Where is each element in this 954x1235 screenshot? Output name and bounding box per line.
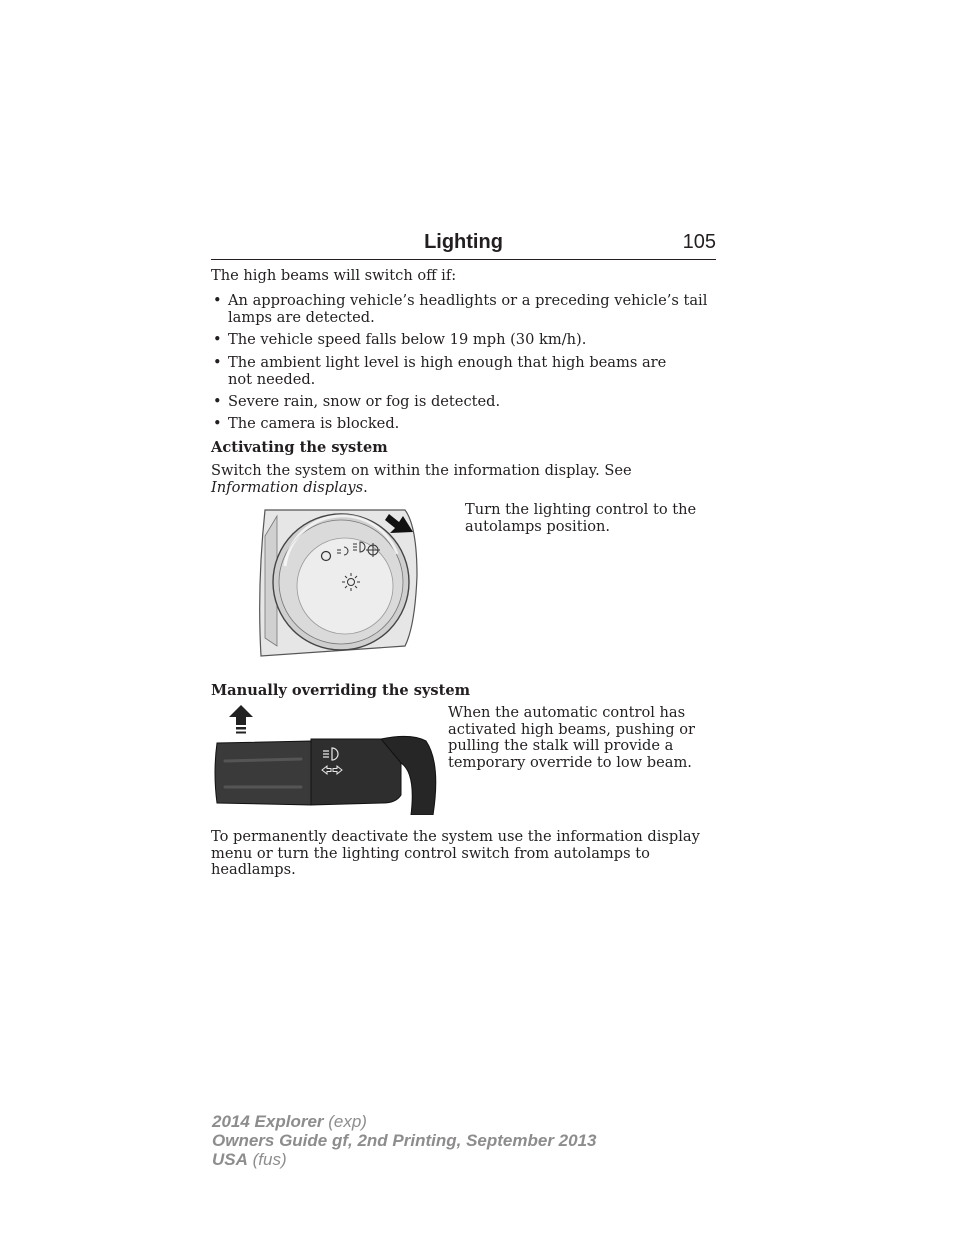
activating-text-start: Switch the system on within the information display. See [211,462,632,479]
push-arrow-icon [229,705,253,734]
list-item-text: The camera is blocked. [228,415,400,432]
footer-line-2: Owners Guide gf, 2nd Printing, September 2013 [212,1131,597,1150]
bullet-dot: • [213,415,222,432]
bullet-dot: • [213,331,222,348]
bullet-dot: • [213,354,222,371]
footer-line-1: 2014 Explorer (exp) [212,1112,367,1131]
list-item [211,332,716,349]
section-title: Lighting [424,231,503,253]
intro-text: The high beams will switch off if: [211,267,457,284]
footer [212,1112,596,1169]
list-item [211,394,716,411]
activating-caption: Turn the lighting control to the autolamps position. [465,501,697,535]
page-number: 105 [682,231,716,253]
section-heading-activating: Activating the system [211,439,388,456]
list-item-text: The vehicle speed falls below 19 mph (30 km/h). [228,331,587,348]
activating-text-end: . [363,478,368,496]
page-header [211,229,716,260]
activating-text [211,463,701,496]
bullet-dot: • [213,393,222,410]
list-item [211,293,716,326]
bullet-dot: • [213,292,222,309]
override-caption: When the automatic control has activated high beams, pushing or pulling the stalk will provide a temporary override to low beam. [448,704,696,771]
closing-text: To permanently deactivate the system use the information display menu or turn the lighting control switch from autolamps to headlamps. [211,828,700,878]
lighting-control-illustration [255,506,425,658]
list-item-text: Severe rain, snow or fog is detected. [228,393,501,410]
list-item [211,355,681,388]
stalk-illustration [211,703,441,815]
list-item-text: An approaching vehicle’s headlights or a preceding vehicle’s tail lamps are detected. [228,292,708,326]
list-item-text: The ambient light level is high enough that high beams are not needed. [228,354,667,388]
section-heading-override: Manually overriding the system [211,682,471,699]
list-item [211,416,716,433]
cross-reference: Information displays [211,478,364,496]
footer-line-3: USA (fus) [212,1150,287,1169]
